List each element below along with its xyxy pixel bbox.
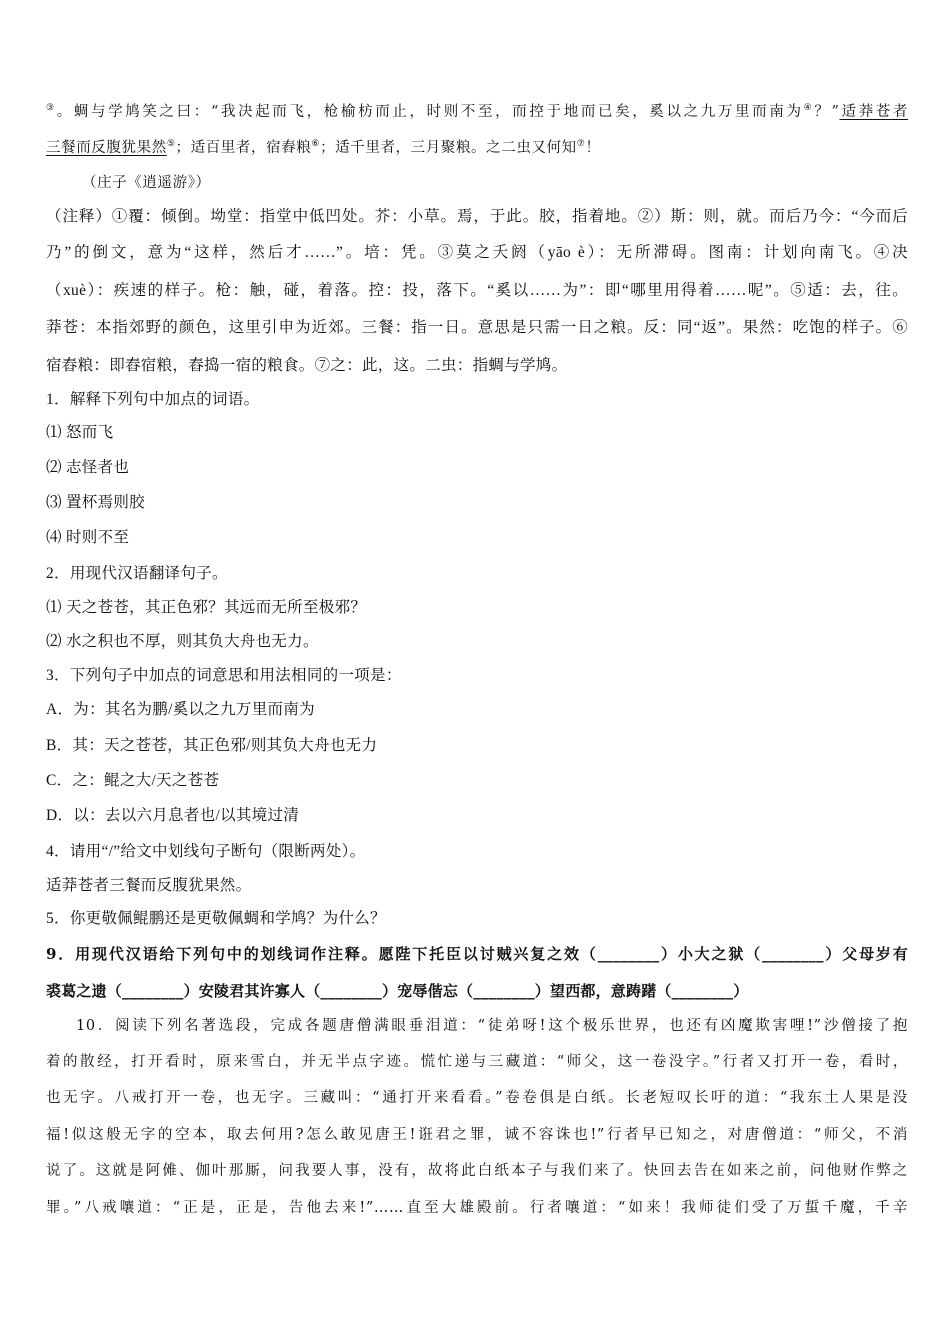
notes-line-5: 宿舂粮：即舂宿粮，舂捣一宿的粮食。⑦之：此，这。二虫：指蜩与学鸠。 xyxy=(46,357,568,374)
option-d: D．以：去以六月息者也/以其境过清 xyxy=(46,807,300,824)
question-10-line-2: 着的散经，打开看时，原来雪白，并无半点字迹。慌忙递与三藏道：“师父，这一卷没字。”行者又打开一卷，看时， xyxy=(46,1054,908,1070)
notes-line-1: （注释）①覆：倾倒。坳堂：指堂中低凹处。芥：小草。焉，于此。胶，指着地。②）斯：则，就。而后乃今：“今而后 xyxy=(46,208,908,225)
question-1-item: ⑶ 置杯焉则胶 xyxy=(46,494,145,511)
question-2-item: ⑴ 天之苍苍，其正色邪？其远而无所至极邪？ xyxy=(46,599,367,616)
question-10-line-5: 说了。这就是阿傩、伽叶那厮，问我要人事，没有，故将此白纸本子与我们来了。快回去告在如来之前，问他财作弊之 xyxy=(46,1163,908,1179)
question-10-line-4: 福!似这般无字的空本，取去何用?怎么敢见唐王!诳君之罪，诚不容诛也!”行者早已知之，对唐僧道：“师父，不消 xyxy=(46,1127,908,1143)
question-1-item: ⑵ 志怪者也 xyxy=(46,459,130,476)
question-1: 1．解释下列句中加点的词语。 xyxy=(46,391,260,408)
question-10-line-3: 也无字。八戒打开一卷，也无字。三藏叫：“通打开来看看。”卷卷俱是白纸。长老短叹长吁的道：“我东土人果是没 xyxy=(46,1090,908,1106)
notes-line-4: 莽苍：本指郊野的颜色，这里引申为近郊。三餐：指一日。意思是只需一日之粮。反：同“返”。果然：吃饱的样子。⑥ xyxy=(46,319,908,336)
option-c: C．之：鲲之大/天之苍苍 xyxy=(46,772,220,789)
question-5: 5．你更敬佩鲲鹏还是更敬佩蜩和学鸠？为什么？ xyxy=(46,910,386,927)
question-2: 2．用现代汉语翻译句子。 xyxy=(46,565,228,582)
question-1-item: ⑴ 怒而飞 xyxy=(46,424,114,441)
passage-line-1: ③。蜩与学鸠笑之曰：“我决起而飞，枪榆枋而止，时则不至，而控于地而已矣，奚以之九万里而南为④？”适莽苍者 xyxy=(46,103,909,120)
question-10-line-6: 罪。”八戒嚷道：“正是，正是，告他去来!”……直至大雄殿前。行者嚷道：“如来！我师徒们受了万蜇千魔，千辛 xyxy=(46,1200,908,1216)
option-b: B．其：天之苍苍，其正色邪/则其负大舟也无力 xyxy=(46,737,378,754)
question-10-line-1: 10．阅读下列名著选段，完成各题唐僧满眼垂泪道：“徒弟呀!这个极乐世界，也还有凶魔欺害哩!”沙僧接了抱 xyxy=(76,1018,908,1034)
notes-line-3: （xuè）：疾速的样子。枪：触，碰，着落。控：投，落下。“奚以……为”：即“哪里用得着……呢”。⑤适：去，往。 xyxy=(46,282,908,299)
notes-line-2: 乃”的倒文，意为“这样，然后才……”。培：凭。③莫之夭阏（yāo è）：无所滞碍。图南：计划向南飞。④决 xyxy=(46,244,908,261)
question-9-line-1: 9．用现代汉语给下列句中的划线词作注释。愿陛下托臣以讨贼兴复之效（________）小大之狱（________）父母岁有 xyxy=(46,945,908,963)
question-4: 4．请用“/”给文中划线句子断句（限断两处）。 xyxy=(46,843,366,860)
underlined-sentence-part2: 三餐而反腹犹果然 xyxy=(46,140,167,156)
option-a: A．为：其名为鹏/奚以之九万里而南为 xyxy=(46,701,315,718)
note-marker: ⑦ xyxy=(576,139,586,150)
passage-source: （庄子《逍遥游》） xyxy=(82,175,211,191)
question-1-item: ⑷ 时则不至 xyxy=(46,529,130,546)
underlined-sentence-part1: 适莽苍者 xyxy=(839,104,909,120)
passage-line-2: 三餐而反腹犹果然⑤；适百里者，宿舂粮⑥；适千里者，三月聚粮。之二虫又何知⑦！ xyxy=(46,139,601,156)
question-4-text: 适莽苍者三餐而反腹犹果然。 xyxy=(46,877,252,894)
note-marker: ③ xyxy=(46,103,57,114)
question-9-line-2: 裘葛之遗（________）安陵君其许寡人（________）宠辱偕忘（________）望西都，意踌躇（________） xyxy=(46,982,749,1000)
note-marker: ⑤ xyxy=(166,139,176,150)
question-3: 3．下列句子中加点的词意思和用法相同的一项是： xyxy=(46,667,402,684)
question-2-item: ⑵ 水之积也不厚，则其负大舟也无力。 xyxy=(46,633,319,650)
note-marker: ④ xyxy=(803,103,815,114)
note-marker: ⑥ xyxy=(311,139,321,150)
